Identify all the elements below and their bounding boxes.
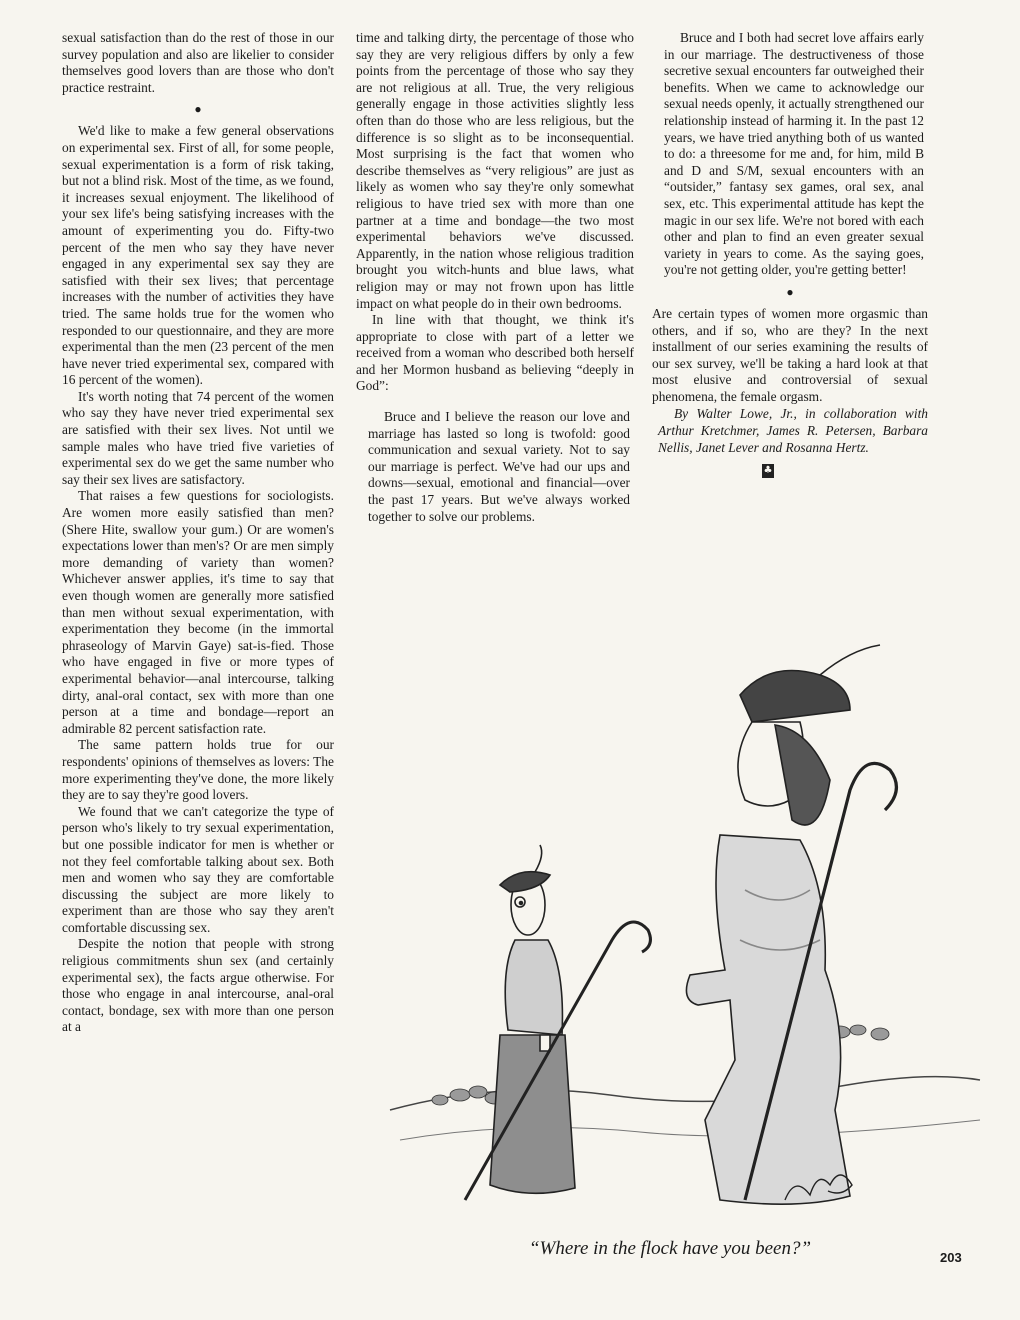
article-column-3 [652, 30, 928, 478]
reader-letter-continued [652, 30, 928, 279]
cartoon-caption: “Where in the flock have you been?” [528, 1238, 812, 1259]
letter-paragraph: Bruce and I believe the reason our love and marriage has lasted so long is twofold: good communication and sexual variety. Not to say our marriage is perfect. We've had our ups and downs—sexual, emotional and financial—over the past 17 years. But we've always worked together to solve our problems. [368, 409, 630, 524]
author-byline: By Walter Lowe, Jr., in collaboration with Arthur Kretchmer, James R. Petersen, Barbara Nellis, Janet Lever and Rosanna Hertz. [658, 406, 928, 456]
paragraph: We found that we can't categorize the type of person who's likely to try sexual experimentation, but one possible indicator for men is whether or not they feel comfortable talking about sex. Both men and women who say they are comfortable discussing the subject are more likely to experiment than are those who say they aren't comfortable discussing sex. [62, 803, 334, 935]
paragraph: That raises a few questions for sociologists. Are women more easily satisfied than men? (Shere Hite, swallow your gum.) Or are women's expectations lower than men's? Or are men simply more demanding of variety than women? Whichever answer applies, it's time to say that even though women are generally more satisfied than men without sexual experimentation, with experimentation they become (in the immortal phraseology of Marvin Gaye) sat-is-fied. Those who have engaged in five or more types of experimental behavior—anal intercourse, talking dirty, anal-oral contact, sex with more than one person at a time and bondage—report an admirable 82 percent satisfaction rate. [62, 488, 334, 736]
paragraph: sexual satisfaction than do the rest of those in our survey population and also are likelier to consider themselves good lovers than are those who don't practice restraint. [62, 30, 334, 95]
section-bullet: ● [194, 102, 202, 117]
tall-shepherd-figure [686, 645, 880, 1204]
small-shepherd-figure [490, 845, 575, 1193]
paragraph: Are certain types of women more orgasmic than others, and if so, who are they? In the next installment of our series examining the results of our sex survey, we'll be taking a hard look at that most elusive and controversial of sexual phenomena, the female orgasm. [652, 305, 928, 404]
paragraph: time and talking dirty, the percentage of those who say they are very religious differs by only a few points from the percentage of those who say they are not religious at all. True, the very religious generally engage in those activities slightly less often than do those who are less religious, but the difference is so slight as to be inconsequential. Most surprising is the fact that women who describe themselves as “very religious” are just as likely as women who say they're only somewhat religious to have tried sex with more than one partner at a time and bondage—the two most experimental behaviors we've discussed. Apparently, in the nation whose religious tradition brought you witch-hunts and blue laws, what religion may or may not frown upon has little impact on what people do in their own bedrooms. [356, 30, 634, 311]
section-bullet: ● [786, 284, 794, 299]
paragraph: It's worth noting that 74 percent of the women who say they have never tried experimental sex are satisfied with their sex lives. Not until we sample males who have tried five varieties of experimental sex do we get the same number who say their sex lives are satisfactory. [62, 388, 334, 487]
letter-paragraph: Bruce and I both had secret love affairs early in our marriage. The destructiveness of those secretive sexual encounters far outweighed their benefits. When we came to acknowledge our sexual needs openly, it actually strengthened our relationship instead of harming it. In the past 12 years, we have tried anything both of us wanted to do: a threesome for me and, for him, mild B and D and S/M, sexual encounters with an “outsider,” fantasy sex games, oral sex, anal sex, etc. This experimental attitude has kept the magic in our sex life. We're not bored with each other and plan to find an even greater sexual variety in years to come. As the saying goes, you're not getting older, you're getting better! [664, 30, 924, 278]
paragraph: Despite the notion that people with strong religious commitments shun sex (and certainly experimental sex), the facts argue otherwise. For those who engage in anal intercourse, anal-oral contact, bondage, sex with more than one person at a [62, 936, 334, 1035]
page-number: 203 [940, 1250, 962, 1265]
rabbit-logo-icon: ♣ [763, 465, 773, 477]
paragraph: In line with that thought, we think it's appropriate to close with part of a letter we received from a woman who described both herself and her Mormon husband as believing “deeply in God”: [356, 312, 634, 394]
reader-letter [356, 409, 634, 525]
paragraph: The same pattern holds true for our respondents' opinions of themselves as lovers: The more experimenting they've done, the more likely they are to say they're good lovers. [62, 737, 334, 803]
article-column-1 [62, 30, 334, 1036]
article-column-2 [356, 30, 634, 525]
paragraph: We'd like to make a few general observations on experimental sex. First of all, for some people, sexual experimentation is a form of risk taking, but not a blind risk. Most of the time, as we found, it increases sexual enjoyment. The likelihood of your sex life's being satisfying increases with the amount of experimenting you do. Fifty-two percent of the men who say they have never engaged in any experimental sex say they are satisfied with their sex lives; that percentage increases with the number of activities they have tried. The same holds true for the women who responded to our questionnaire, and they are more experimental than the men (23 percent of the men have never tried experimental sex, compared with 16 percent of the women). [62, 123, 334, 388]
cartoon-illustration [380, 640, 990, 1230]
